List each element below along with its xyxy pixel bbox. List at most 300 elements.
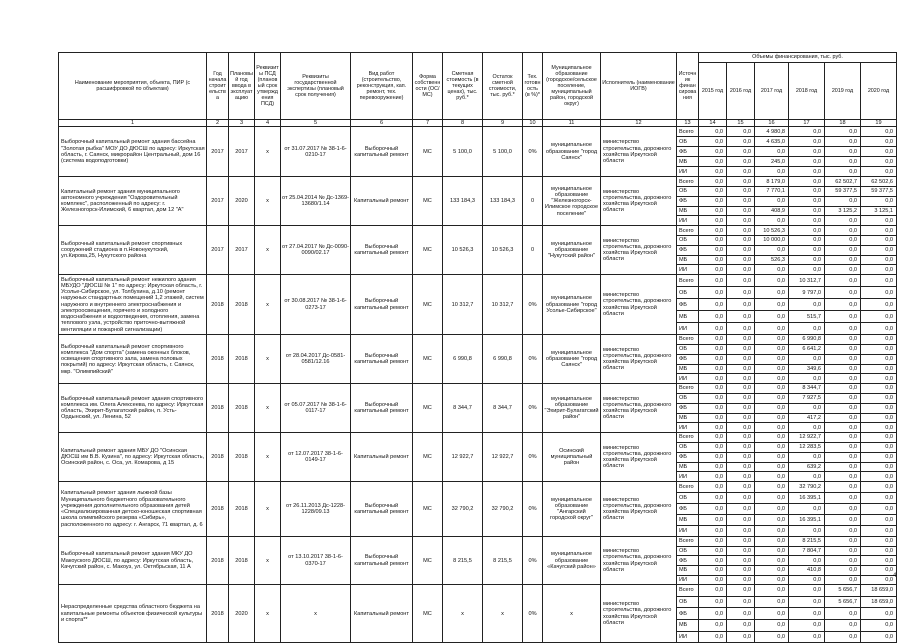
funding-value: 0,0	[727, 556, 755, 566]
funding-value: 0,0	[861, 515, 897, 526]
funding-value: 0,0	[755, 631, 789, 643]
funding-value: 0,0	[861, 275, 897, 287]
row-work-type: Выборочный капитальный ремонт	[351, 127, 413, 177]
funding-value: 0,0	[727, 245, 755, 255]
funding-value: 0,0	[755, 403, 789, 413]
row-expertise: от 27.04.2017 № Дс-0090-0090/02.17	[281, 226, 351, 275]
funding-value: 0,0	[755, 575, 789, 585]
funding-value: 0,0	[825, 423, 861, 433]
funding-value: 0,0	[727, 335, 755, 345]
row-ownership: МС	[413, 226, 443, 275]
funding-value: 0,0	[699, 245, 727, 255]
column-number: 2	[207, 120, 229, 127]
funding-value: 0,0	[789, 423, 825, 433]
funding-value: 0,0	[861, 265, 897, 275]
funding-source: ОБ	[677, 187, 699, 197]
funding-value: 639,2	[789, 462, 825, 472]
funding-source: ИИ	[677, 323, 699, 335]
funding-value: 0,0	[861, 565, 897, 575]
table-body	[59, 127, 897, 643]
funding-value: 0,0	[825, 433, 861, 443]
funding-value: 0,0	[699, 452, 727, 462]
funding-value: 0,0	[861, 413, 897, 423]
row-municipality: муниципальное образование "город Саянск"	[543, 127, 601, 177]
row-expertise: от 12.07.2017 38-1-6-0149-17	[281, 433, 351, 482]
funding-value: 0,0	[699, 413, 727, 423]
funding-source: МБ	[677, 565, 699, 575]
row-remaining: 32 790,2	[483, 482, 523, 537]
row-work-type: Выборочный капитальный ремонт	[351, 537, 413, 585]
funding-value: 0,0	[861, 462, 897, 472]
row-expertise: от 31.07.2017 № 38-1-6-0210-17	[281, 127, 351, 177]
funding-value: 0,0	[825, 515, 861, 526]
row-year-commission: 2017	[229, 226, 255, 275]
funding-value: 0,0	[861, 147, 897, 157]
row-remaining: 8 215,5	[483, 537, 523, 585]
funding-value: 0,0	[699, 472, 727, 482]
funding-value: 0,0	[727, 364, 755, 374]
row-estimate: 8 215,5	[443, 537, 483, 585]
funding-value: 0,0	[699, 585, 727, 597]
row-name: Капитальный ремонт здания МБУ ДО "Осинская ДЮСШ им В.В. Кузина", по адресу: Иркутская область, Осинский район, с. Оса, ул. Комарова, д 15	[59, 433, 207, 482]
header-year-start: Год начала строительства	[207, 53, 229, 120]
row-year-commission: 2018	[229, 433, 255, 482]
header-readiness: Тех. готовность (в %)*	[523, 53, 543, 120]
table-row	[59, 433, 897, 443]
funding-source: ИИ	[677, 265, 699, 275]
funding-value: 6 990,8	[789, 335, 825, 345]
funding-value: 10 526,3	[755, 226, 789, 236]
row-psd: x	[255, 226, 281, 275]
row-readiness: 0%	[523, 127, 543, 177]
funding-value: 0,0	[727, 127, 755, 137]
funding-source: ОБ	[677, 137, 699, 147]
funding-value: 0,0	[861, 433, 897, 443]
row-remaining: 5 100,0	[483, 127, 523, 177]
funding-source: ФБ	[677, 556, 699, 566]
funding-value: 0,0	[825, 287, 861, 299]
row-ownership: МС	[413, 537, 443, 585]
funding-value: 0,0	[789, 157, 825, 167]
row-name: Капитальный ремонт здания лыжной базы Муниципального бюджетного образовательного учреждения дополнительного образования детей «Специализированная детско-юношеская спортивная школа олимпийского резерва «Сибирь», расположенного по адресу: г. Ангарск, 71 квартал, д. 6	[59, 482, 207, 537]
funding-value: 0,0	[789, 585, 825, 597]
row-ownership: МС	[413, 177, 443, 226]
header-funding: Объемы финансирования, тыс. руб.	[699, 53, 897, 63]
funding-value: 0,0	[755, 608, 789, 620]
funding-value: 0,0	[699, 423, 727, 433]
column-number: 15	[727, 120, 755, 127]
funding-value: 0,0	[699, 608, 727, 620]
funding-value: 0,0	[755, 345, 789, 355]
funding-value: 0,0	[861, 442, 897, 452]
funding-value: 0,0	[825, 374, 861, 384]
funding-value: 0,0	[699, 157, 727, 167]
table-row	[59, 384, 897, 394]
funding-value: 515,7	[789, 311, 825, 323]
funding-value: 0,0	[825, 265, 861, 275]
funding-source: ИИ	[677, 472, 699, 482]
funding-value: 0,0	[699, 442, 727, 452]
row-municipality: муниципальное образование "город Усолье-Сибирское"	[543, 275, 601, 335]
funding-value: 0,0	[727, 452, 755, 462]
funding-value: 0,0	[699, 265, 727, 275]
funding-value: 0,0	[727, 137, 755, 147]
funding-value: 0,0	[727, 206, 755, 216]
funding-value: 0,0	[861, 299, 897, 311]
funding-value: 0,0	[727, 394, 755, 404]
header-year: 2018 год	[789, 63, 825, 120]
funding-value: 0,0	[727, 311, 755, 323]
row-year-start: 2017	[207, 226, 229, 275]
funding-value: 0,0	[825, 452, 861, 462]
funding-source: ИИ	[677, 423, 699, 433]
funding-value: 0,0	[699, 364, 727, 374]
funding-value: 0,0	[825, 384, 861, 394]
funding-value: 0,0	[699, 167, 727, 177]
row-executor: министерство строительства, дорожного хозяйства Иркутской области	[601, 482, 677, 537]
funding-value: 0,0	[755, 423, 789, 433]
header-req-psd: Реквизиты ПСД (плановый срок утверждения ПСД)	[255, 53, 281, 120]
funding-value: 0,0	[727, 236, 755, 246]
funding-value: 0,0	[825, 311, 861, 323]
column-number: 4	[255, 120, 281, 127]
funding-source: ИИ	[677, 526, 699, 537]
funding-value: 0,0	[789, 374, 825, 384]
column-number: 19	[861, 120, 897, 127]
header-year: 2020 год	[861, 63, 897, 120]
funding-value: 0,0	[789, 187, 825, 197]
funding-value: 62 502,6	[861, 177, 897, 187]
funding-value: 0,0	[727, 345, 755, 355]
funding-value: 0,0	[825, 167, 861, 177]
funding-value: 0,0	[789, 265, 825, 275]
row-remaining: 8 344,7	[483, 384, 523, 433]
funding-value: 0,0	[699, 127, 727, 137]
funding-value: 3 125,2	[825, 206, 861, 216]
funding-value: 0,0	[755, 384, 789, 394]
funding-source: ИИ	[677, 167, 699, 177]
funding-value: 8 179,0	[755, 177, 789, 187]
funding-value: 0,0	[699, 147, 727, 157]
row-estimate: 10 526,3	[443, 226, 483, 275]
funding-value: 0,0	[727, 546, 755, 556]
funding-value: 0,0	[727, 442, 755, 452]
funding-value: 0,0	[825, 216, 861, 226]
row-year-start: 2018	[207, 537, 229, 585]
funding-value: 0,0	[789, 255, 825, 265]
row-estimate: 133 184,3	[443, 177, 483, 226]
funding-source: ФБ	[677, 196, 699, 206]
column-number: 14	[699, 120, 727, 127]
funding-value: 0,0	[825, 137, 861, 147]
funding-value: 0,0	[825, 147, 861, 157]
funding-value: 0,0	[727, 472, 755, 482]
row-year-start: 2018	[207, 384, 229, 433]
column-number: 16	[755, 120, 789, 127]
row-expertise: от 13.10.2017 38-1-6-0370-17	[281, 537, 351, 585]
funding-value: 0,0	[825, 526, 861, 537]
row-expertise: от 30.08.2017 № 38-1-6-0273-17	[281, 275, 351, 335]
funding-value: 0,0	[727, 275, 755, 287]
row-name: Выборочный капитальный ремонт нежилого здания МБУДО "ДЮСШ № 1" по адресу: Иркутская область, г. Усолье-Сибирское, ул. Толбухина, д.10 (ремонт наружных стандартных помещений 1,2 этажей, систем наружного и внутреннего электроснабжения и электроосвещения, горячего и холодного водоснабжения и водоотведения, отопления, замена теплового узла, устройство приточно-вытяжной вентиляции и пожарной сигнализации)	[59, 275, 207, 335]
funding-value: 0,0	[755, 374, 789, 384]
funding-value: 0,0	[861, 374, 897, 384]
row-expertise: от 28.04.2017 Дс-0581-0581/12.16	[281, 335, 351, 384]
row-expertise: от 26.11.2013 Дс-1228-1228/09.13	[281, 482, 351, 537]
row-year-start: 2018	[207, 335, 229, 384]
funding-value: 0,0	[825, 127, 861, 137]
funding-value: 6 641,2	[789, 345, 825, 355]
funding-value: 0,0	[789, 177, 825, 187]
row-work-type: Выборочный капитальный ремонт	[351, 384, 413, 433]
funding-source: ОБ	[677, 236, 699, 246]
column-number: 12	[601, 120, 677, 127]
funding-value: 5 656,7	[825, 596, 861, 608]
funding-value: 0,0	[755, 442, 789, 452]
funding-value: 0,0	[755, 515, 789, 526]
row-year-commission: 2017	[229, 127, 255, 177]
funding-value: 0,0	[699, 596, 727, 608]
row-name: Нераспределенные средства областного бюджета на капитальные ремонты объектов физической культуры и спорта**	[59, 585, 207, 643]
funding-value: 0,0	[699, 275, 727, 287]
funding-value: 0,0	[789, 299, 825, 311]
funding-value: 0,0	[699, 384, 727, 394]
funding-source: ФБ	[677, 504, 699, 515]
row-work-type: Капитальный ремонт	[351, 585, 413, 643]
funding-value: 0,0	[727, 299, 755, 311]
funding-value: 0,0	[861, 537, 897, 547]
funding-value: 0,0	[699, 565, 727, 575]
funding-value: 0,0	[861, 493, 897, 504]
funding-value: 0,0	[861, 619, 897, 631]
funding-value: 0,0	[699, 394, 727, 404]
funding-value: 0,0	[789, 236, 825, 246]
row-executor: министерство строительства, дорожного хозяйства Иркутской области	[601, 177, 677, 226]
funding-value: 0,0	[861, 157, 897, 167]
funding-value: 16 395,1	[789, 493, 825, 504]
row-name: Выборочный капитальный ремонт здания спортивного комплекса им. Олега Алексеева, по адресу: Иркутская область, Эхирит-Булагатский район, п. Усть-Ордынский, ул. Ленина, 52	[59, 384, 207, 433]
funding-value: 0,0	[825, 335, 861, 345]
funding-value: 0,0	[825, 619, 861, 631]
funding-value: 0,0	[755, 482, 789, 493]
row-year-commission: 2020	[229, 585, 255, 643]
row-executor: министерство строительства, дорожного хозяйства Иркутской области	[601, 384, 677, 433]
row-readiness: 0	[523, 226, 543, 275]
funding-value: 0,0	[755, 265, 789, 275]
funding-value: 0,0	[727, 403, 755, 413]
funding-value: 0,0	[727, 187, 755, 197]
funding-value: 0,0	[861, 167, 897, 177]
funding-value: 0,0	[861, 546, 897, 556]
funding-source: ФБ	[677, 354, 699, 364]
funding-value: 0,0	[861, 196, 897, 206]
funding-value: 0,0	[727, 433, 755, 443]
funding-value: 0,0	[825, 556, 861, 566]
funding-value: 0,0	[825, 575, 861, 585]
funding-value: 0,0	[699, 619, 727, 631]
funding-source: МБ	[677, 311, 699, 323]
funding-source: ФБ	[677, 299, 699, 311]
row-psd: x	[255, 585, 281, 643]
funding-value: 0,0	[825, 345, 861, 355]
row-readiness: 0%	[523, 335, 543, 384]
funding-source: МБ	[677, 619, 699, 631]
funding-value: 0,0	[727, 196, 755, 206]
row-municipality: муниципальное образование "Ангарский городской округ"	[543, 482, 601, 537]
row-name: Выборочный капитальный ремонт спортивных сооружений стадиона в п.Новонукутский, ул.Кирова,25, Нукутского района	[59, 226, 207, 275]
funding-value: 0,0	[755, 596, 789, 608]
funding-value: 0,0	[789, 452, 825, 462]
funding-value: 0,0	[755, 196, 789, 206]
row-estimate: 12 922,7	[443, 433, 483, 482]
funding-value: 0,0	[825, 275, 861, 287]
funding-value: 0,0	[755, 275, 789, 287]
row-executor: министерство строительства, дорожного хозяйства Иркутской области	[601, 585, 677, 643]
funding-value: 0,0	[699, 546, 727, 556]
funding-value: 0,0	[727, 216, 755, 226]
funding-value: 0,0	[755, 323, 789, 335]
row-estimate: 32 790,2	[443, 482, 483, 537]
row-year-commission: 2018	[229, 384, 255, 433]
funding-value: 0,0	[699, 403, 727, 413]
column-number: 6	[351, 120, 413, 127]
funding-value: 0,0	[825, 157, 861, 167]
funding-source: МБ	[677, 364, 699, 374]
funding-value: 0,0	[755, 546, 789, 556]
funding-value: 7 927,5	[789, 394, 825, 404]
funding-value: 0,0	[699, 206, 727, 216]
funding-value: 0,0	[755, 364, 789, 374]
funding-value: 0,0	[727, 354, 755, 364]
funding-value: 0,0	[861, 226, 897, 236]
funding-value: 5 656,7	[825, 585, 861, 597]
funding-value: 0,0	[789, 147, 825, 157]
row-estimate: 8 344,7	[443, 384, 483, 433]
funding-value: 0,0	[825, 462, 861, 472]
funding-value: 0,0	[789, 354, 825, 364]
table-row	[59, 127, 897, 137]
row-year-commission: 2018	[229, 482, 255, 537]
row-readiness: 0%	[523, 482, 543, 537]
funding-value: 0,0	[699, 374, 727, 384]
funding-value: 0,0	[699, 515, 727, 526]
row-readiness: 0%	[523, 585, 543, 643]
funding-value: 0,0	[825, 394, 861, 404]
row-remaining: 6 990,8	[483, 335, 523, 384]
funding-value: 0,0	[755, 585, 789, 597]
funding-value: 0,0	[755, 147, 789, 157]
row-readiness: 0%	[523, 537, 543, 585]
funding-value: 0,0	[825, 226, 861, 236]
header-remaining: Остаток сметной стоимости, тыс. руб.*	[483, 53, 523, 120]
funding-source: ИИ	[677, 631, 699, 643]
funding-value: 8 215,5	[789, 537, 825, 547]
funding-value: 0,0	[699, 556, 727, 566]
funding-value: 0,0	[861, 472, 897, 482]
funding-value: 0,0	[825, 482, 861, 493]
funding-value: 0,0	[755, 245, 789, 255]
funding-value: 0,0	[825, 354, 861, 364]
row-remaining: 133 184,3	[483, 177, 523, 226]
funding-source: Всего	[677, 177, 699, 187]
column-number: 9	[483, 120, 523, 127]
funding-value: 0,0	[727, 265, 755, 275]
funding-value: 0,0	[727, 323, 755, 335]
funding-value: 0,0	[861, 364, 897, 374]
column-number: 3	[229, 120, 255, 127]
funding-value: 0,0	[789, 504, 825, 515]
funding-value: 10 000,0	[755, 236, 789, 246]
funding-value: 0,0	[861, 216, 897, 226]
row-name: Выборочный капитальный ремонт здания МКУ ДО Макоуского ДЮСШ, по адресу: Иркутская область, Качугский район, с. Макоуз, ул. Октябрьская, 11 А	[59, 537, 207, 585]
row-remaining: 10 312,7	[483, 275, 523, 335]
funding-source: ИИ	[677, 216, 699, 226]
funding-value: 0,0	[825, 364, 861, 374]
row-name: Выборочный капитальный ремонт спортивного комплекса "Дом спорта" (замена оконных блоков, освещения спортивного зала, замена половых покрытий) по адресу: Иркутская область, г. Саянск, мкр. "Олимпийский"	[59, 335, 207, 384]
funding-value: 0,0	[755, 394, 789, 404]
funding-source: Всего	[677, 275, 699, 287]
funding-value: 0,0	[727, 255, 755, 265]
row-year-commission: 2020	[229, 177, 255, 226]
funding-value: 0,0	[789, 245, 825, 255]
funding-value: 0,0	[699, 236, 727, 246]
funding-source: МБ	[677, 413, 699, 423]
funding-value: 7 770,1	[755, 187, 789, 197]
row-year-commission: 2018	[229, 335, 255, 384]
funding-value: 0,0	[825, 546, 861, 556]
funding-value: 0,0	[699, 354, 727, 364]
funding-source: МБ	[677, 255, 699, 265]
funding-value: 0,0	[789, 575, 825, 585]
column-number: 1	[59, 120, 207, 127]
funding-value: 8 344,7	[789, 384, 825, 394]
funding-source: МБ	[677, 515, 699, 526]
funding-value: 4 980,8	[755, 127, 789, 137]
funding-source: Всего	[677, 384, 699, 394]
row-executor: министерство строительства, дорожного хозяйства Иркутской области	[601, 127, 677, 177]
funding-value: 0,0	[861, 236, 897, 246]
funding-value: 59 377,5	[861, 187, 897, 197]
row-psd: x	[255, 335, 281, 384]
row-name: Выборочный капитальный ремонт здания бассейна "Золотая рыбка" МОУ ДО ДЮСШ по адресу: Иркутская область, г. Саянск, микрорайон Центральный, дом 16 (система водоподготовки)	[59, 127, 207, 177]
funding-value: 0,0	[699, 137, 727, 147]
funding-value: 0,0	[755, 167, 789, 177]
row-year-commission: 2018	[229, 275, 255, 335]
funding-value: 0,0	[825, 236, 861, 246]
header-source: Источник финансирования	[677, 53, 699, 120]
funding-value: 0,0	[861, 311, 897, 323]
funding-value: 408,9	[755, 206, 789, 216]
funding-value: 62 502,7	[825, 177, 861, 187]
row-work-type: Выборочный капитальный ремонт	[351, 335, 413, 384]
row-municipality: муниципальное образование "Эхирит-Булагатский район"	[543, 384, 601, 433]
row-ownership: МС	[413, 275, 443, 335]
funding-value: 0,0	[861, 255, 897, 265]
table-row	[59, 335, 897, 345]
column-number: 17	[789, 120, 825, 127]
funding-value: 0,0	[727, 384, 755, 394]
funding-value: 0,0	[825, 565, 861, 575]
funding-value: 0,0	[727, 504, 755, 515]
row-psd: x	[255, 482, 281, 537]
funding-value: 0,0	[861, 504, 897, 515]
funding-value: 0,0	[727, 482, 755, 493]
row-executor: министерство строительства, дорожного хозяйства Иркутской области	[601, 433, 677, 482]
row-ownership: МС	[413, 127, 443, 177]
funding-value: 0,0	[727, 413, 755, 423]
row-year-commission: 2018	[229, 537, 255, 585]
funding-value: 0,0	[755, 526, 789, 537]
